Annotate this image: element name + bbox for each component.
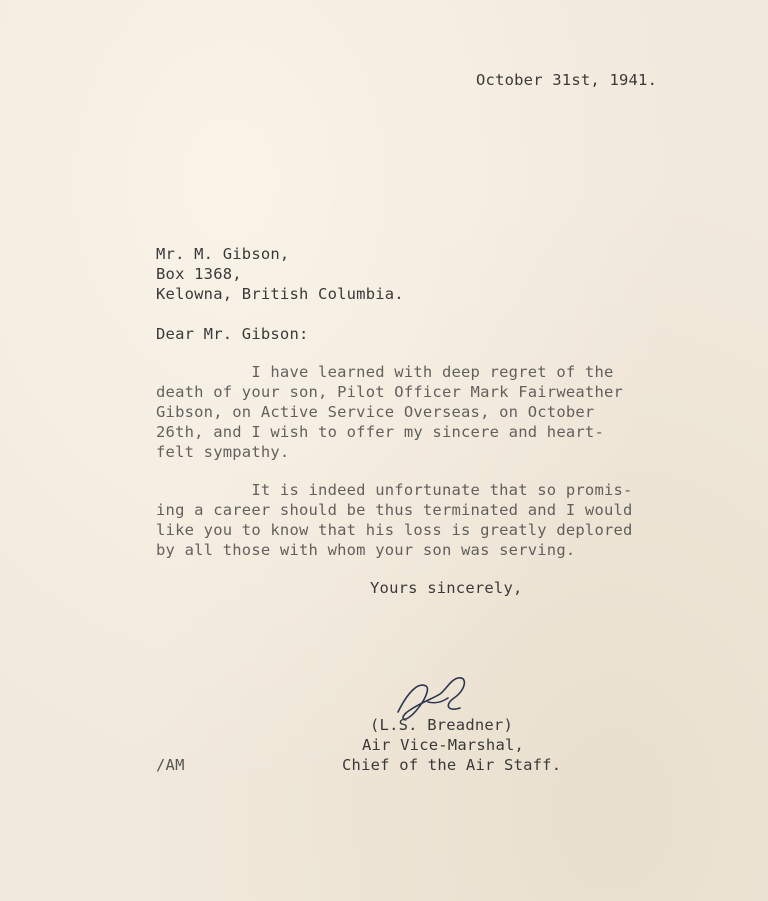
paragraph2-line: like you to know that his loss is greatly deplored bbox=[156, 521, 633, 539]
recipient-box: Box 1368, bbox=[156, 265, 242, 283]
signatory-position: Chief of the Air Staff. bbox=[342, 756, 562, 774]
paragraph1-line: 26th, and I wish to offer my sincere and heart- bbox=[156, 423, 604, 441]
salutation: Dear Mr. Gibson: bbox=[156, 325, 309, 343]
paragraph1-line: felt sympathy. bbox=[156, 443, 290, 461]
paragraph2-line: It is indeed unfortunate that so promis- bbox=[156, 481, 633, 499]
signatory-name: (L.S. Breadner) bbox=[370, 716, 513, 734]
paragraph1-line: Gibson, on Active Service Overseas, on October bbox=[156, 403, 595, 421]
closing: Yours sincerely, bbox=[370, 579, 523, 597]
paragraph1-line: death of your son, Pilot Officer Mark Fairweather bbox=[156, 383, 624, 401]
typist-initials: /AM bbox=[156, 756, 185, 774]
recipient-name: Mr. M. Gibson, bbox=[156, 245, 290, 263]
paragraph1-line: I have learned with deep regret of the bbox=[156, 363, 614, 381]
paragraph2-line: ing a career should be thus terminated and I would bbox=[156, 501, 633, 519]
paragraph2-line: by all those with whom your son was serving. bbox=[156, 541, 576, 559]
letter-date: October 31st, 1941. bbox=[476, 71, 658, 89]
signatory-rank: Air Vice-Marshal, bbox=[362, 736, 525, 754]
recipient-city: Kelowna, British Columbia. bbox=[156, 285, 404, 303]
